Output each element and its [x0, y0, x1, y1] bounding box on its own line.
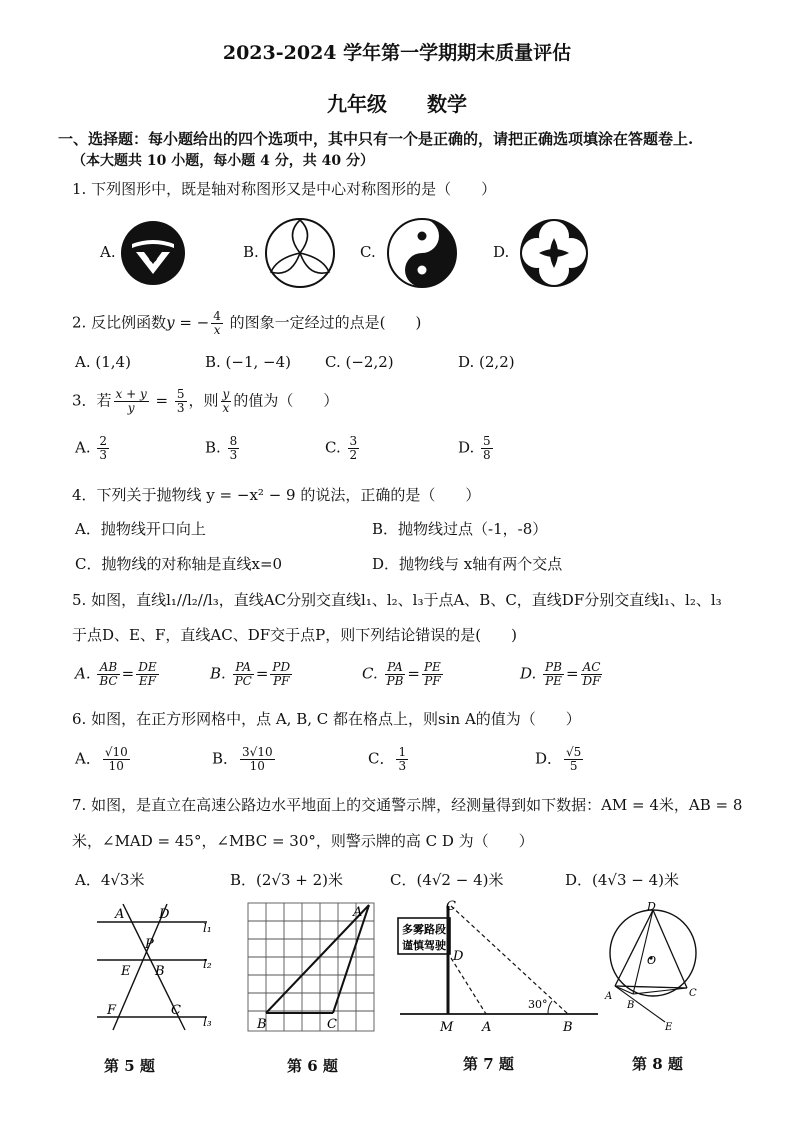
figure-5 — [95, 900, 225, 1035]
q3-f2-den: 3 — [176, 401, 185, 415]
q5-option-c-label: C. — [362, 664, 378, 683]
q5-option-d-frac-2 — [581, 661, 603, 688]
q2-func-y: y — [166, 313, 175, 332]
figure-5-caption: 第 5 题 — [104, 1057, 155, 1075]
q6-option-a[interactable] — [75, 746, 132, 773]
q7-option-a[interactable]: A．4√3米 — [75, 871, 145, 889]
q4-option-a[interactable]: A．抛物线开口向上 — [75, 520, 206, 538]
q5-option-c-d1: PB — [386, 674, 404, 688]
figure-7 — [398, 898, 603, 1036]
fig7-label-b: B — [563, 1020, 573, 1035]
q1-option-b[interactable]: B. — [243, 243, 259, 261]
q5-option-a[interactable]: A. $\frac{AB}{BC}$ = $\frac{DE}{EF}$ — [75, 660, 157, 688]
fig8-label-a: A — [605, 991, 613, 1002]
q6-option-a-frac — [103, 746, 130, 773]
q5-line2: 于点D、E、F，直线AC、DF交于点P，则下列结论错误的是( ) — [72, 626, 517, 644]
q3-fraction-2 — [175, 388, 187, 415]
fig8-label-d: D — [647, 900, 656, 913]
q5-option-b-d2: PF — [273, 674, 290, 688]
q2-frac-den: x — [213, 323, 221, 337]
q5-option-c[interactable]: C. $\frac{PA}{PB}$ = $\frac{PE}{PF}$ — [362, 660, 441, 688]
fig6-label-b: B — [257, 1017, 267, 1032]
q6-option-b[interactable] — [212, 746, 277, 773]
fig7-sign-line2: 谨慎驾驶 — [402, 939, 446, 952]
q5-option-b[interactable]: B. $\frac{PA}{PC}$ = $\frac{PD}{PF}$ — [210, 660, 291, 688]
q5-option-b-frac-2 — [270, 661, 292, 688]
q5-option-c-d2: PF — [424, 674, 441, 688]
q1-option-a[interactable]: A. — [100, 243, 116, 261]
q2-fraction — [211, 310, 223, 337]
q3-pre: 3．若 — [72, 391, 112, 410]
q5-option-d-n1: PB — [545, 660, 562, 674]
q3-fraction-1 — [114, 388, 149, 415]
q5-option-c-n1: PA — [385, 661, 406, 675]
q5-option-a-d2: EF — [138, 674, 156, 688]
q1-figure-a — [118, 218, 188, 288]
q1-option-c[interactable]: C. — [360, 243, 376, 261]
q5-option-b-d1: PC — [234, 674, 252, 688]
q1-figure-b — [263, 216, 337, 290]
q3-option-d-den: 8 — [483, 448, 491, 462]
q2-stem — [72, 310, 421, 337]
fig7-label-c: C — [446, 899, 456, 914]
q3-f1-num: x + y — [115, 387, 147, 401]
q5-option-d-d2: DF — [582, 674, 601, 688]
q2-stem-pre: 2. 反比例函数 — [72, 313, 167, 332]
section-heading: 一、选择题：每小题给出的四个选项中，其中只有一个是正确的，请把正确选项填涂在答题卷上. — [58, 130, 694, 148]
q3-option-a-den: 3 — [99, 448, 108, 462]
q1-option-d[interactable]: D. — [493, 243, 510, 261]
q3-f1-den: y — [127, 401, 135, 415]
fig7-label-angle: 30° — [528, 998, 548, 1011]
q4-option-c[interactable]: C．抛物线的对称轴是直线x=0 — [75, 555, 283, 573]
page-title: 2023-2024 学年第一学期期末质量评估 — [222, 42, 572, 64]
q6-option-b-num: 3√10 — [242, 745, 273, 759]
q3-option-d-frac — [481, 435, 493, 462]
q1-figure-c — [385, 216, 459, 290]
q5-option-d-d1: PE — [545, 674, 562, 688]
q6-option-a-label: A． — [75, 749, 101, 768]
q3-option-d-num: 5 — [483, 434, 491, 448]
q2-func-eq: = − — [174, 313, 210, 332]
q5-option-a-frac-2 — [136, 661, 158, 688]
q3-option-b-num: 8 — [229, 434, 238, 448]
q6-option-a-den: 10 — [108, 759, 124, 773]
q2-stem-post: 的图象一定经过的点是( ) — [224, 313, 422, 332]
fig7-sign-line1: 多雾路段 — [402, 923, 446, 936]
fig6-label-c: C — [327, 1017, 337, 1032]
q5-option-a-d1: BC — [99, 674, 118, 688]
q1-figure-d — [517, 216, 591, 290]
fig5-label-f: F — [107, 1003, 117, 1018]
fig5-label-a: A — [115, 907, 125, 922]
q5-option-a-n1: AB — [97, 661, 119, 675]
q6-option-b-label: B． — [212, 749, 239, 768]
figure-6 — [245, 900, 380, 1038]
q3-mid: ，则 — [188, 391, 219, 410]
q6-stem: 6. 如图，在正方形网格中，点 A, B, C 都在格点上，则sin A的值为（ ） — [72, 710, 581, 728]
q2-option-a[interactable]: A. (1,4) — [75, 353, 131, 371]
q7-line1: 7. 如图，是直立在高速公路边水平地面上的交通警示牌，经测量得到如下数据：AM = 4米，AB = 8 — [72, 796, 743, 814]
q3-option-c-den: 2 — [349, 448, 358, 462]
q5-option-d[interactable]: D. $\frac{PB}{PE}$ = $\frac{AC}{DF}$ — [520, 660, 601, 688]
q6-option-c-frac — [396, 746, 408, 773]
q2-frac-num: 4 — [213, 309, 221, 323]
q3-stem — [72, 388, 338, 415]
q5-option-c-n2: PE — [423, 660, 441, 674]
q4-stem: 4．下列关于抛物线 y = −x² − 9 的说法，正确的是（ ） — [72, 486, 481, 504]
q4-option-d[interactable]: D．抛物线与 x轴有两个交点 — [372, 555, 563, 573]
q3-f3-den: x — [222, 401, 230, 415]
fig7-label-m: M — [440, 1020, 454, 1035]
q6-option-a-num: √10 — [104, 745, 128, 759]
q3-option-c-label: C. — [325, 438, 341, 457]
q5-line1: 5. 如图，直线l₁//l₂//l₃，直线AC分别交直线l₁、l₂、l₃于点A、B、C，直线DF分别交直线l₁、l₂、l₃ — [72, 591, 722, 609]
fig7-label-d: D — [453, 949, 464, 964]
q6-option-d-den: 5 — [569, 759, 578, 773]
figure-6-caption: 第 6 题 — [287, 1057, 338, 1075]
fig5-label-l3: l₃ — [203, 1015, 212, 1029]
q5-option-d-label: D. — [520, 664, 537, 683]
q3-option-b-label: B. — [205, 438, 221, 457]
q6-option-d-num: √5 — [566, 745, 582, 759]
figure-7-caption: 第 7 题 — [463, 1055, 514, 1073]
q5-option-c-frac-1 — [385, 661, 406, 688]
section-note: （本大题共 10 小题，每小题 4 分，共 40 分） — [72, 153, 374, 169]
q3-option-b-den: 3 — [229, 448, 238, 462]
q3-post: 的值为（ ） — [233, 391, 339, 410]
q2-option-c[interactable]: C. (−2,2) — [325, 353, 394, 371]
q5-option-a-n2: DE — [138, 660, 157, 674]
q3-f2-num: 5 — [176, 387, 185, 401]
q7-option-c[interactable]: C．(4√2 − 4)米 — [390, 871, 504, 889]
fig8-label-c: C — [689, 988, 697, 999]
q3-option-c-frac — [348, 435, 360, 462]
q7-line2: 米，∠MAD = 45°，∠MBC = 30°，则警示牌的高 C D 为（ ） — [72, 832, 534, 850]
q5-option-d-frac-1 — [543, 661, 564, 688]
q3-option-b[interactable] — [205, 435, 241, 462]
q2-option-b[interactable]: B. (−1, −4) — [205, 353, 292, 371]
q3-option-d-label: D. — [458, 438, 475, 457]
q6-option-b-frac — [240, 746, 275, 773]
q5-option-b-n2: PD — [272, 660, 291, 674]
q6-option-d-label: D． — [535, 749, 563, 768]
q5-option-b-label: B. — [210, 664, 226, 683]
q5-option-a-label: A. — [75, 664, 91, 683]
fig5-label-l1: l₁ — [203, 921, 212, 935]
q3-option-c[interactable] — [325, 435, 361, 462]
fig8-label-e: E — [665, 1022, 673, 1033]
fig5-label-b: B — [155, 964, 165, 979]
q6-option-c-num: 1 — [398, 745, 407, 759]
q6-option-c-den: 3 — [398, 759, 407, 773]
fig6-label-a: A — [353, 905, 363, 920]
q3-option-a[interactable] — [75, 435, 111, 462]
fig8-label-b: B — [627, 1000, 635, 1011]
q3-fraction-3 — [221, 388, 232, 415]
q6-option-b-den: 10 — [249, 759, 265, 773]
q5-option-a-frac-1 — [97, 661, 119, 688]
q3-option-b-frac — [228, 435, 240, 462]
figure-8-caption: 第 8 题 — [632, 1055, 683, 1073]
q3-option-a-num: 2 — [99, 434, 108, 448]
q6-option-c-label: C． — [368, 749, 395, 768]
q3-option-a-frac — [97, 435, 109, 462]
q4-option-b[interactable]: B．抛物线过点（-1，-8） — [372, 520, 548, 538]
q3-f3-num: y — [222, 387, 230, 401]
fig5-label-l2: l₂ — [203, 957, 212, 971]
q3-option-a-label: A. — [75, 438, 91, 457]
q5-option-c-frac-2 — [422, 661, 443, 688]
q3-option-d[interactable] — [458, 435, 495, 462]
q5-option-b-frac-1 — [233, 661, 254, 688]
q6-option-d-frac — [564, 746, 583, 773]
q7-option-d[interactable]: D．(4√3 − 4)米 — [565, 871, 680, 889]
q2-option-d[interactable]: D. (2,2) — [458, 353, 515, 371]
q3-eq: = — [150, 391, 173, 410]
q7-option-b[interactable]: B．(2√3 + 2)米 — [230, 871, 344, 889]
q5-option-d-n2: AC — [581, 661, 603, 675]
q6-option-d[interactable] — [535, 746, 585, 773]
fig5-label-c: C — [171, 1003, 181, 1018]
fig5-label-p: P — [145, 937, 154, 952]
q3-option-c-num: 3 — [349, 434, 358, 448]
figure-8 — [603, 898, 708, 1038]
page-subtitle: 九年级 数学 — [327, 92, 467, 116]
q1-stem: 1. 下列图形中，既是轴对称图形又是中心对称图形的是（ ） — [72, 180, 497, 198]
fig5-label-d: D — [159, 907, 170, 922]
fig7-label-a: A — [482, 1020, 492, 1035]
q6-option-c[interactable] — [368, 746, 410, 773]
q5-option-b-n1: PA — [233, 661, 254, 675]
fig5-label-e: E — [121, 964, 131, 979]
fig8-label-o: O — [647, 954, 657, 967]
